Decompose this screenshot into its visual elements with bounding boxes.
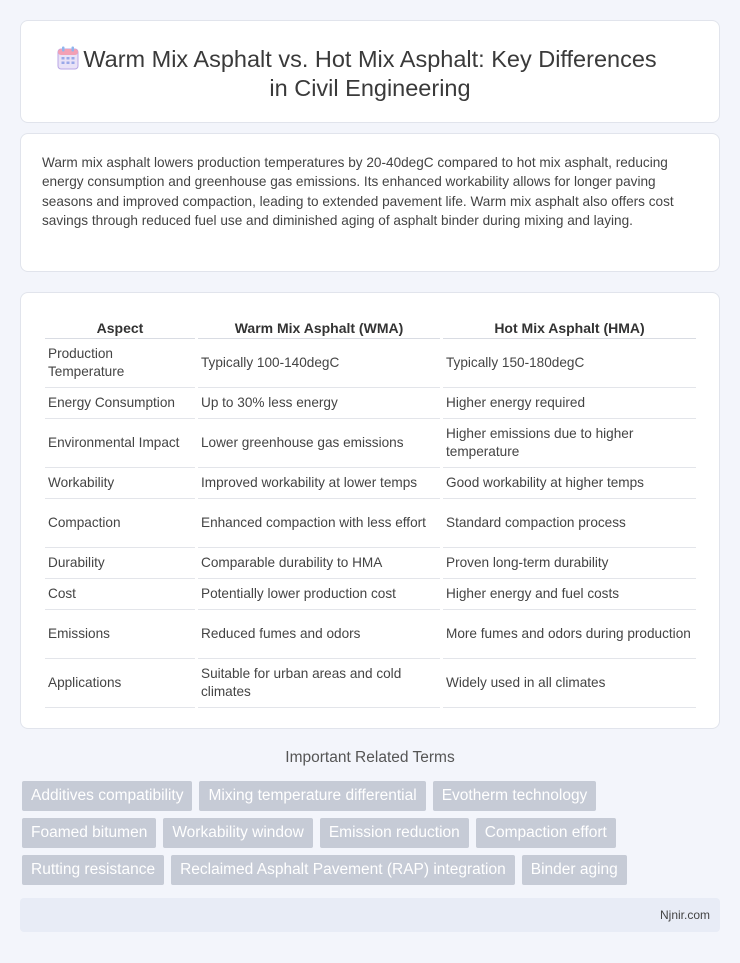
row-aspect: Applications: [45, 659, 195, 708]
row-hma: Widely used in all climates: [443, 659, 696, 708]
tag-rutting-resistance[interactable]: Rutting resistance: [22, 855, 164, 885]
comparison-table-card: [20, 292, 720, 729]
row-wma: Up to 30% less energy: [198, 388, 440, 419]
row-aspect: Workability: [45, 468, 195, 499]
footer-site[interactable]: Njnir.com: [659, 908, 710, 922]
row-wma: Potentially lower production cost: [198, 579, 440, 610]
row-wma: Improved workability at lower temps: [198, 468, 440, 499]
row-hma: Standard compaction process: [443, 499, 696, 548]
tag-rap-integration[interactable]: Reclaimed Asphalt Pavement (RAP) integration: [171, 855, 515, 885]
table-row: [45, 339, 696, 388]
row-wma: Enhanced compaction with less effort: [198, 499, 440, 548]
table-row: [45, 579, 696, 610]
footer: [20, 898, 720, 932]
row-aspect: Environmental Impact: [45, 419, 195, 468]
tag-evotherm-technology[interactable]: Evotherm technology: [433, 781, 597, 811]
tag-row: [22, 855, 722, 885]
header-wma: Warm Mix Asphalt (WMA): [198, 313, 440, 339]
row-aspect: Emissions: [45, 610, 195, 659]
table-row: [45, 419, 696, 468]
row-hma: Higher energy and fuel costs: [443, 579, 696, 610]
row-aspect: Production Temperature: [45, 339, 195, 388]
tag-mixing-temperature-differential[interactable]: Mixing temperature differential: [199, 781, 425, 811]
row-wma: Typically 100-140degC: [198, 339, 440, 388]
row-hma: Good workability at higher temps: [443, 468, 696, 499]
table-row: [45, 388, 696, 419]
tag-binder-aging[interactable]: Binder aging: [522, 855, 627, 885]
row-hma: More fumes and odors during production: [443, 610, 696, 659]
table-header-row: [45, 313, 696, 339]
row-hma: Typically 150-180degC: [443, 339, 696, 388]
row-wma: Comparable durability to HMA: [198, 548, 440, 579]
row-hma: Proven long-term durability: [443, 548, 696, 579]
tag-row: [22, 818, 722, 848]
row-aspect: Cost: [45, 579, 195, 610]
row-hma: Higher emissions due to higher temperature: [443, 419, 696, 468]
row-aspect: Durability: [45, 548, 195, 579]
table-row: [45, 548, 696, 579]
page-title: [21, 45, 719, 103]
table-row: [45, 610, 696, 659]
summary-text: Warm mix asphalt lowers production temperatures by 20-40degC compared to hot mix asphalt, reducing energy consumption and greenhouse gas emissions. Its enhanced workability allows for longer paving seasons and improved compaction, leading to extended pavement life. Warm mix asphalt also offers cost savings through reduced fuel use and diminished aging of asphalt binder during mixing and laying.: [42, 155, 674, 228]
tag-additives-compatibility[interactable]: Additives compatibility: [22, 781, 192, 811]
tag-workability-window[interactable]: Workability window: [163, 818, 313, 848]
page-title-line1: Warm Mix Asphalt vs. Hot Mix Asphalt: Key Differences: [83, 46, 657, 72]
row-hma: Higher energy required: [443, 388, 696, 419]
tag-emission-reduction[interactable]: Emission reduction: [320, 818, 469, 848]
related-terms: [22, 781, 722, 892]
row-wma: Reduced fumes and odors: [198, 610, 440, 659]
tag-row: [22, 781, 722, 811]
table-row: [45, 468, 696, 499]
tag-compaction-effort[interactable]: Compaction effort: [476, 818, 616, 848]
table-row: [45, 659, 696, 708]
header-hma: Hot Mix Asphalt (HMA): [443, 313, 696, 339]
tag-foamed-bitumen[interactable]: Foamed bitumen: [22, 818, 156, 848]
page-title-line2: in Civil Engineering: [269, 75, 471, 101]
title-card: [20, 20, 720, 123]
row-aspect: Energy Consumption: [45, 388, 195, 419]
comparison-table: [42, 313, 699, 708]
summary-card: [20, 133, 720, 272]
related-terms-title: Important Related Terms: [285, 749, 455, 766]
header-aspect: Aspect: [45, 313, 195, 339]
table-row: [45, 499, 696, 548]
row-wma: Suitable for urban areas and cold climates: [198, 659, 440, 708]
row-wma: Lower greenhouse gas emissions: [198, 419, 440, 468]
row-aspect: Compaction: [45, 499, 195, 548]
